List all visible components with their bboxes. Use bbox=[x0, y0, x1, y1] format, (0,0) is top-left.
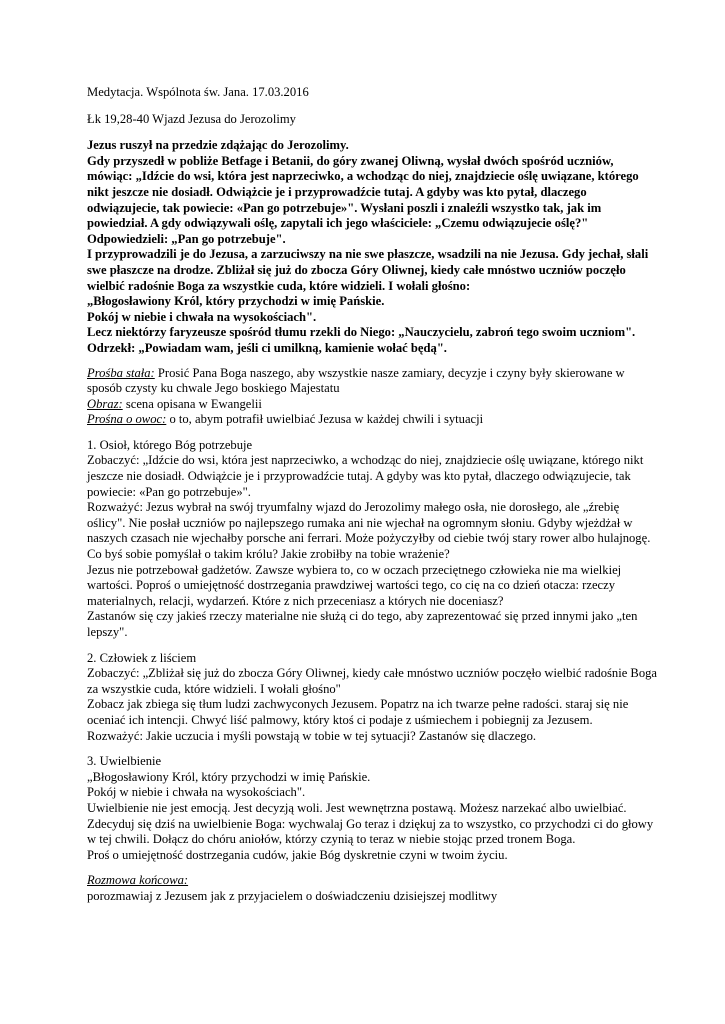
gospel-line: Pokój w niebie i chwała na wysokościach". bbox=[87, 309, 317, 324]
gospel-line: nikt jeszcze nie dosiadł. Odwiążcie je i przyprowadźcie tutaj. A gdyby was kto pytał, dlaczego bbox=[87, 184, 587, 199]
gospel-line: Odpowiedzieli: „Pan go potrzebuje". bbox=[87, 231, 286, 246]
point-1-line: jeszcze nie dosiadł. Odwiążcie je i przyprowadźcie tutaj. A gdyby was kto pytał, dlaczego odwiązujecie, tak bbox=[87, 469, 631, 484]
scripture-reference: Łk 19,28-40 Wjazd Jezusa do Jerozolimy bbox=[87, 111, 296, 126]
point-2-line: Zobaczyć: „Zbliżał się już do zbocza Góry Oliwnej, kiedy całe mnóstwo uczniów poczęło wielbić radośnie Boga bbox=[87, 666, 658, 681]
point-2-line: oceniać ich intencji. Chwyć liść palmowy, który ktoś ci podaje z uśmiechem i pobiegnij za Jezusem. bbox=[87, 712, 593, 727]
fruit-label: Prośna o owoc: bbox=[87, 412, 167, 427]
gospel-line: swe płaszcze na drodze. Zbliżał się już do zbocza Góry Oliwnej, kiedy całe mnóstwo uczniów poczęło bbox=[87, 262, 626, 277]
point-1-heading: 1. Osioł, którego Bóg potrzebuje bbox=[87, 437, 253, 452]
point-1-section bbox=[87, 437, 651, 641]
document-page bbox=[87, 85, 658, 905]
image-text: scena opisana w Ewangelii bbox=[122, 396, 262, 411]
point-3-line: Zdecyduj się dziś na uwielbienie Boga: wychwalaj Go teraz i dziękuj za to wszystko, co przychodzi ci do głowy bbox=[87, 816, 654, 831]
prayer-label: Prośba stała: bbox=[87, 365, 155, 380]
point-1-line: lepszy". bbox=[87, 625, 128, 639]
point-1-line: Zastanów się czy jakieś rzeczy materialne nie służą ci do tego, aby zaprezentować się przed innymi jako „ten bbox=[87, 609, 638, 624]
point-1-line: Jezus nie potrzebował gadżetów. Zawsze wybiera to, co w oczach przeciętnego człowieka nie ma wielkiej bbox=[87, 562, 622, 577]
gospel-line: I przyprowadzili je do Jezusa, a zarzuciwszy na nie swe płaszcze, wsadzili na nie Jezusa. Gdy jechał, słali bbox=[87, 247, 649, 262]
point-1-line: wartości. Poproś o umiejętność dostrzegania prawdziwej wartości tego, co cię na co dzień otacza: rzeczy bbox=[87, 578, 616, 593]
closing-section bbox=[87, 873, 647, 904]
gospel-line: powiedział. A gdy odwiązywali oślę, zapytali ich jego właściciele: „Czemu odwiązujecie oślę?" bbox=[87, 216, 589, 231]
point-2-line: Rozważyć: Jakie uczucia i myśli powstają w tobie w tej sytuacji? Zastanów się dlaczego. bbox=[87, 728, 537, 743]
point-1-line: oślicy". Nie posłał uczniów po najlepszego rumaka ani nie wjechał na ogromnym słoniu. Gdyby wjeżdżał w bbox=[87, 515, 633, 530]
prayer-line: sposób czysty ku chwale Jego boskiego Majestatu bbox=[87, 381, 340, 396]
gospel-line: „Błogosławiony Król, który przychodzi w imię Pańskie. bbox=[87, 294, 385, 309]
point-3-line: w tej chwili. Dołącz do chóru aniołów, którzy czynią to teraz w niebie stojąc przed tronem Boga. bbox=[87, 832, 576, 847]
fruit-text: o to, abym potrafił uwielbiać Jezusa w każdej chwili i sytuacji bbox=[166, 412, 484, 427]
point-1-line: materialnych, relacji, wydarzeń. Które z nich przeceniasz a których nie doceniasz? bbox=[87, 593, 504, 608]
image-label: Obraz: bbox=[87, 396, 123, 411]
point-1-line: powiecie: «Pan go potrzebuje»". bbox=[87, 484, 251, 499]
point-2-heading: 2. Człowiek z liściem bbox=[87, 650, 197, 665]
point-3-heading: 3. Uwielbienie bbox=[87, 754, 162, 769]
point-3-line: Uwielbienie nie jest emocją. Jest decyzją woli. Jest wewnętrzna postawą. Możesz narzekać albo uwielbiać. bbox=[87, 800, 627, 815]
point-3-line: Pokój w niebie i chwała na wysokościach". bbox=[87, 785, 306, 800]
gospel-line: wielbić radośnie Boga za wszystkie cuda, które widzieli. I wołali głośno: bbox=[87, 278, 471, 293]
gospel-line: odwiązujecie, tak powiecie: «Pan go potrzebuje»". Wysłani poszli i znaleźli wszystko tak, jak im bbox=[87, 200, 602, 215]
point-2-line: za wszystkie cuda, które widzieli. I wołali głośno" bbox=[87, 681, 341, 696]
gospel-line: Jezus ruszył na przedzie zdążając do Jerozolimy. bbox=[87, 138, 349, 153]
point-1-line: naszych czasach nie wjechałby porsche ani ferrari. Może pożyczyłby od ciebie twój stary rower albo hulajnogę. bbox=[87, 531, 651, 546]
point-2-line: Zobacz jak zbiega się tłum ludzi zachwyconych Jezusem. Popatrz na ich twarze pełne radości. staraj się nie bbox=[87, 697, 629, 712]
point-3-line: Proś o umiejętność dostrzegania cudów, jakie Bóg dyskretnie czyni w twoim życiu. bbox=[87, 847, 508, 862]
gospel-line: mówiąc: „Idźcie do wsi, która jest naprzeciwko, a wchodząc do niej, znajdziecie oślę uwiązane, którego bbox=[87, 169, 639, 184]
document-header: Medytacja. Wspólnota św. Jana. 17.03.2016 bbox=[87, 85, 309, 99]
closing-text: porozmawiaj z Jezusem jak z przyjacielem o doświadczeniu dzisiejszej modlitwy bbox=[87, 888, 498, 903]
gospel-line: Gdy przyszedł w pobliże Betfage i Betanii, do góry zwanej Oliwną, wysłał dwóch spośród uczniów, bbox=[87, 153, 614, 168]
prayer-text: Prosić Pana Boga naszego, aby wszystkie nasze zamiary, decyzje i czyny były skierowane w bbox=[154, 365, 625, 380]
gospel-passage bbox=[87, 138, 647, 356]
fruit-line bbox=[87, 412, 647, 428]
point-2-section bbox=[87, 650, 658, 745]
closing-label: Rozmowa końcowa: bbox=[87, 873, 189, 888]
prayer-section bbox=[87, 366, 647, 428]
point-1-line: Zobaczyć: „Idźcie do wsi, która jest naprzeciwko, a wchodząc do niej, znajdziecie oślę uwiązane, którego nikt bbox=[87, 453, 644, 468]
point-1-line: Rozważyć: Jezus wybrał na swój tryumfalny wjazd do Jerozolimy małego osła, nie dorosłego, ale „źrebię bbox=[87, 500, 620, 515]
point-3-line: „Błogosławiony Król, który przychodzi w imię Pańskie. bbox=[87, 769, 371, 784]
point-3-section bbox=[87, 754, 654, 863]
prayer-line bbox=[87, 366, 647, 382]
point-1-line: Co byś sobie pomyślał o takim królu? Jakie zrobiłby na tobie wrażenie? bbox=[87, 547, 450, 562]
gospel-line: Lecz niektórzy faryzeusze spośród tłumu rzekli do Niego: „Nauczycielu, zabroń tego swoim uczniom". bbox=[87, 325, 636, 340]
gospel-line: Odrzekł: „Powiadam wam, jeśli ci umilkną, kamienie wołać będą". bbox=[87, 340, 447, 355]
image-line bbox=[87, 397, 647, 413]
